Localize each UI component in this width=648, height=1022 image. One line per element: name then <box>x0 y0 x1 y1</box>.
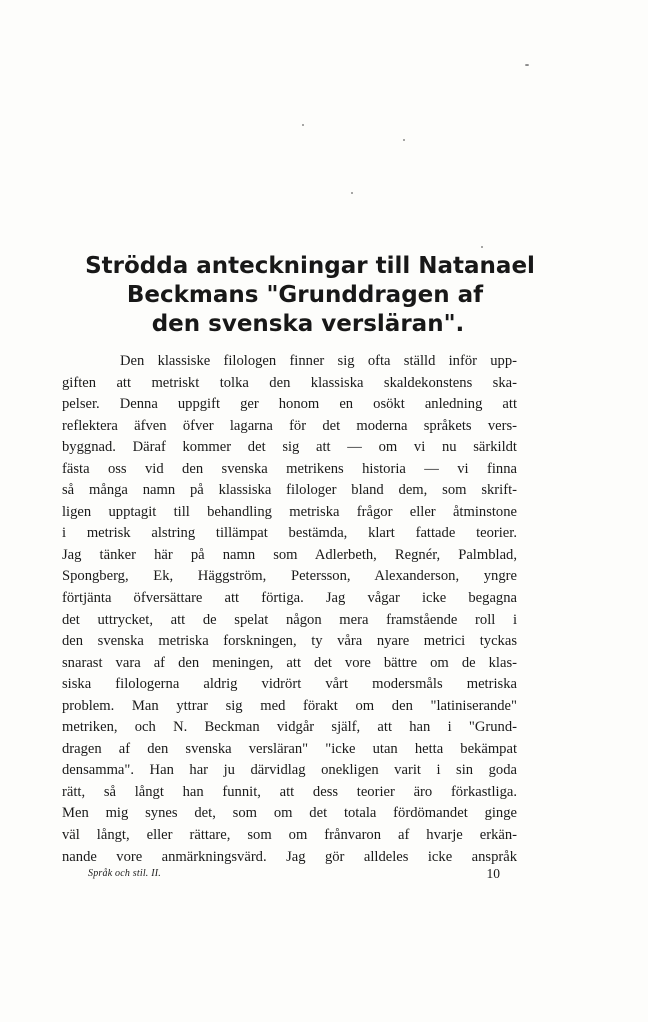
text-line: Spongberg, Ek, Häggström, Petersson, Alexanderson, yngre <box>62 568 517 585</box>
body-paragraph <box>62 351 517 868</box>
text-line: ligen upptagit till behandling metriska frågor eller åtminstone <box>62 503 517 520</box>
text-line: det uttrycket, att de spelat någon mera framstående roll i <box>62 611 517 628</box>
text-line: Den klassiske filologen finner sig ofta ställd inför upp- <box>120 353 517 369</box>
text-line: i metrisk alstring tillämpat bestämda, klart fattade teorier. <box>62 525 517 542</box>
text-line: metriken, och N. Beckman vidgår själf, att han i "Grund- <box>62 719 517 736</box>
text-line: fästa oss vid den svenska metrikens historia — vi finna <box>62 460 517 477</box>
text-line: den svenska metriska forskningen, ty våra nyare metrici tyckas <box>62 633 517 650</box>
text-line: siska filologerna aldrig vidrört vårt modersmåls metriska <box>62 676 517 693</box>
text-line: Men mig synes det, som om det totala fördömandet ginge <box>62 805 517 822</box>
print-speck <box>403 139 405 141</box>
text-line: rätt, så långt han funnit, att dess teorier äro förkastliga. <box>62 783 517 800</box>
print-speck <box>302 124 304 126</box>
text-line: väl långt, eller rättare, som om frånvaron af hvarje erkän- <box>62 827 517 844</box>
text-line: densamma". Han har ju därvidlag onekligen varit i sin goda <box>62 762 517 779</box>
title-line: Strödda anteckningar till Natanael <box>85 253 535 279</box>
signature-mark: Språk och stil. II. <box>88 868 161 879</box>
text-line: snarast vara af den meningen, att det vore bättre om de klas- <box>62 654 517 671</box>
print-speck <box>525 64 529 66</box>
page-footer <box>88 866 500 886</box>
page-number: 10 <box>486 866 500 881</box>
text-line: problem. Man yttrar sig med förakt om den "latiniserande" <box>62 697 517 714</box>
chapter-title <box>60 252 560 339</box>
text-line: byggnad. Däraf kommer det sig att — om vi nu särkildt <box>62 439 517 456</box>
print-speck <box>351 192 353 194</box>
text-line: dragen af den svenska versläran" "icke utan hetta bekämpat <box>62 740 517 757</box>
text-line: reflektera äfven öfver lagarna för det moderna språkets vers- <box>62 417 517 434</box>
text-line: giften att metriskt tolka den klassiska skaldekonstens ska- <box>62 374 517 391</box>
text-line: Jag tänker här på namn som Adlerbeth, Regnér, Palmblad, <box>62 546 517 563</box>
print-speck <box>481 246 483 248</box>
title-line: Beckmans "Grunddragen af <box>126 282 484 308</box>
title-line: den svenska versläran". <box>151 311 465 337</box>
text-line: förtjänta öfversättare att förtiga. Jag vågar icke begagna <box>62 590 517 607</box>
text-line: pelser. Denna uppgift ger honom en osökt anledning att <box>62 396 517 413</box>
text-line: nande vore anmärkningsvärd. Jag gör alldeles icke anspråk <box>62 848 517 865</box>
text-line: så många namn på klassiska filologer bland dem, som skrift- <box>62 482 517 499</box>
